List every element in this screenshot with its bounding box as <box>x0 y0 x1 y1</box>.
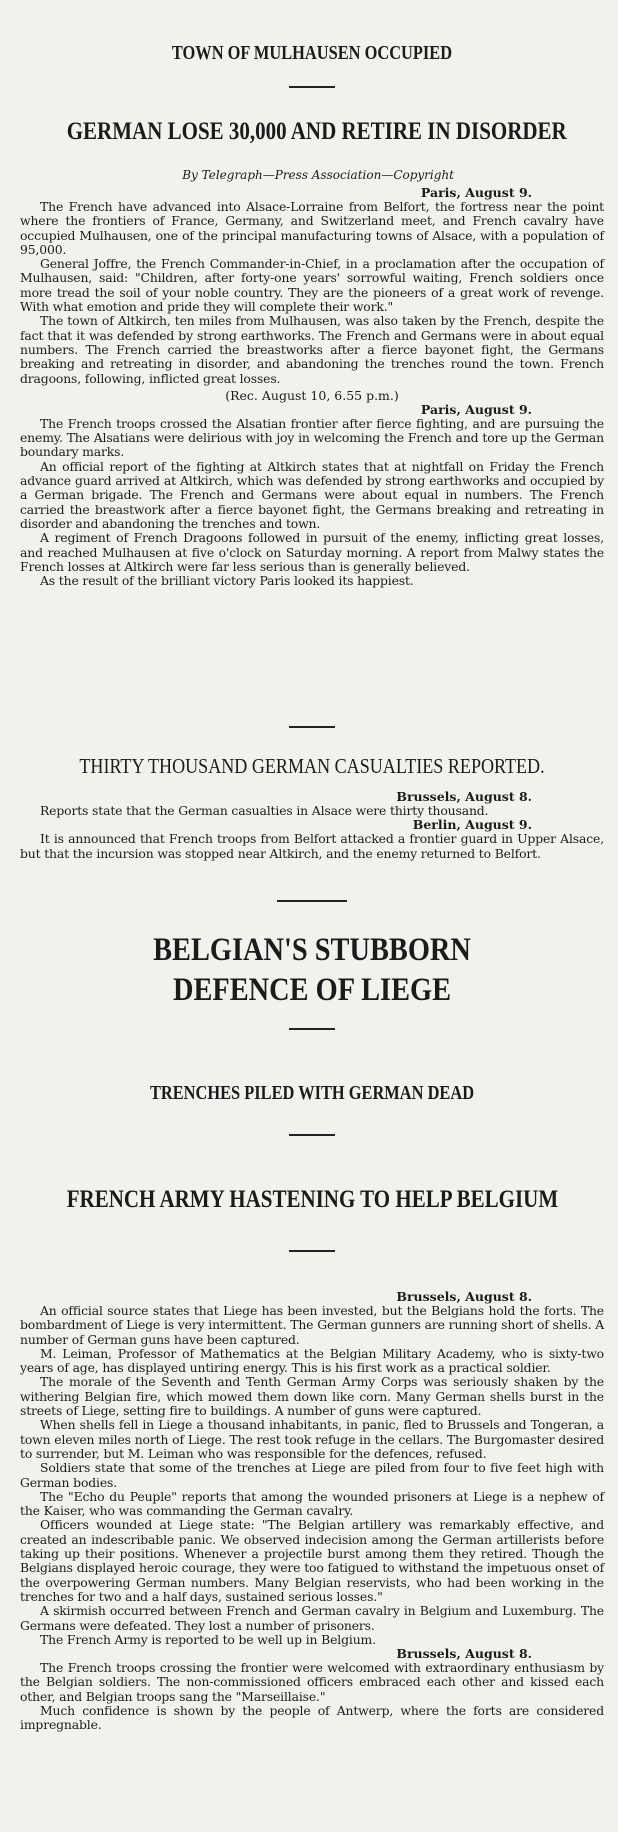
article-liege <box>20 1290 604 1733</box>
paragraph: General Joffre, the French Commander-in-Chief, in a proclamation after the occupation of Mulhausen, said: "Children, after forty-one years' sorrowful waiting, French soldiers once more tread the soil of your noble country. They are the pioneers of a great work of revenge. With what emotion and pride they will complete their work." <box>20 256 604 315</box>
paragraph: The French troops crossed the Alsatian frontier after fierce fighting, and are pursuing the enemy. The Alsatians were delirious with joy in welcoming the French and tore up the German boundary marks. <box>20 415 604 460</box>
headline-town-occupied: TOWN OF MULHAUSEN OCCUPIED <box>171 42 453 64</box>
divider <box>20 1134 604 1136</box>
paragraph: The French have advanced into Alsace-Lorraine from Belfort, the fortress near the point where the frontiers of France, Germany, and Switzerland meet, and French cavalry have occupied Mulhausen, one of the principal manufacturing towns of Alsace, with a population of 95,000. <box>20 199 604 257</box>
paragraph: An official report of the fighting at Altkirch states that at nightfall on Friday the French advance guard arrived at Altkirch, which was defended by strong earthworks and occupied by a German brigade. The French and Germans were about equal in numbers. The French carried the breastwork after a fierce bayonet fight, the Germans breaking and retreating in disorder and abandoning the trenches and town. <box>20 458 604 531</box>
divider <box>20 86 604 88</box>
paragraph: When shells fell in Liege a thousand inhabitants, in panic, fled to Brussels and Tongeran, a town eleven miles north of Liege. The rest took refuge in the cellars. The Burgomaster desired to surrender, but M. Leiman who was responsible for the defences, refused. <box>20 1417 604 1461</box>
paragraph: The French Army is reported to be well up in Belgium. <box>40 1631 376 1647</box>
dateline: Paris, August 9. <box>420 401 532 417</box>
byline: By Telegraph—Press Association—Copyright <box>182 168 454 182</box>
paragraph: The town of Altkirch, ten miles from Mulhausen, was also taken by the French, despite the fact that it was defended by strong earthworks. The French and Germans were in about equal numbers. The French carried the breastworks after a fierce bayonet fight, the Germans breaking and retreating in disorder, and abandoning the trenches round the town. French dragoons, following, inflicted great losses. <box>20 313 604 386</box>
dateline: Brussels, August 8. <box>396 789 532 804</box>
headline-trenches-piled-wrap <box>20 1082 604 1105</box>
received-line: (Rec. August 10, 6.55 p.m.) <box>225 387 399 403</box>
dateline: Brussels, August 8. <box>396 1646 532 1662</box>
headline-thirty-thousand-wrap <box>20 754 604 779</box>
paragraph: M. Leiman, Professor of Mathematics at the Belgian Military Academy, who is sixty-two years of age, has displayed untiring energy. This is his first work as a practical soldier. <box>20 1345 604 1376</box>
headline-german-lose-wrap <box>20 118 604 146</box>
divider <box>20 1028 604 1030</box>
dateline: Paris, August 9. <box>420 185 532 200</box>
paragraph: As the result of the brilliant victory Paris looked its happiest. <box>40 573 414 589</box>
paragraph: The morale of the Seventh and Tenth German Army Corps was seriously shaken by the withering Belgian fire, which mowed them down like corn. Many German shells burst in the streets of Liege, setting fire to buildings. A number of guns were captured. <box>20 1374 604 1419</box>
headline-thirty-thousand: THIRTY THOUSAND GERMAN CASUALTIES REPORTED. <box>79 754 545 778</box>
paragraph: A regiment of French Dragoons followed in pursuit of the enemy, inflicting great losses, and reached Mulhausen at five o'clock on Saturday morning. A report from Malwy states the French losses at Altkirch were far less serious than is generally believed. <box>20 530 604 574</box>
dateline: Brussels, August 8. <box>396 1289 532 1304</box>
paragraph: Reports state that the German casualties in Alsace were thirty thousand. <box>40 803 489 818</box>
divider <box>20 726 604 728</box>
headline-french-army-wrap <box>20 1186 604 1214</box>
paragraph: Officers wounded at Liege state: "The Belgian artillery was remarkably effective, and created an indescribable panic. We observed indecision among the German artillerists before taking up their positions. Whenever a projectile burst among them they retired. Though the Belgians displayed heroic courage, they were too fatigued to withstand the impetuous onset of the overpowering German numbers. Many Belgian reservists, who had been working in the trenches for two and a half days, sustained serious losses." <box>20 1517 604 1604</box>
article-casualties <box>20 790 604 861</box>
headline-french-army: FRENCH ARMY HASTENING TO HELP BELGIUM <box>66 1186 559 1213</box>
paragraph: The French troops crossing the frontier were welcomed with extraordinary enthusiasm by the Belgian soldiers. The non-commissioned officers embraced each other and kissed each other, and Belgian troops sang the "Marseillaise." <box>20 1660 604 1704</box>
paragraph: Soldiers state that some of the trenches at Liege are piled from four to five feet high with German bodies. <box>20 1460 604 1490</box>
divider <box>20 900 604 902</box>
paragraph: Much confidence is shown by the people of Antwerp, where the forts are considered impregnable. <box>20 1703 604 1733</box>
divider <box>20 1250 604 1252</box>
headline-belgians-defence-wrap <box>20 930 604 1010</box>
paragraph: An official source states that Liege has been invested, but the Belgians hold the forts. The bombardment of Liege is very intermittent. The German gunners are running short of shells. A number of German guns have been captured. <box>20 1303 604 1347</box>
headline-german-lose: GERMAN LOSE 30,000 AND RETIRE IN DISORDER <box>66 118 567 145</box>
headline-trenches-piled: TRENCHES PILED WITH GERMAN DEAD <box>149 1082 475 1104</box>
dateline: Berlin, August 9. <box>412 817 532 833</box>
paragraph: It is announced that French troops from Belfort attacked a frontier guard in Upper Alsace, but that the incursion was stopped near Altkirch, and the enemy returned to Belfort. <box>20 831 604 861</box>
headline-belgians-defence: BELGIAN'S STUBBORN DEFENCE OF LIEGE <box>153 932 471 1008</box>
paragraph: A skirmish occurred between French and German cavalry in Belgium and Luxemburg. The Germans were defeated. They lost a number of prisoners. <box>20 1603 604 1633</box>
paragraph: The "Echo du Peuple" reports that among the wounded prisoners at Liege is a nephew of the Kaiser, who was commanding the German cavalry. <box>20 1488 604 1519</box>
headline-town-occupied-wrap <box>20 42 604 65</box>
article-mulhausen <box>20 168 604 588</box>
